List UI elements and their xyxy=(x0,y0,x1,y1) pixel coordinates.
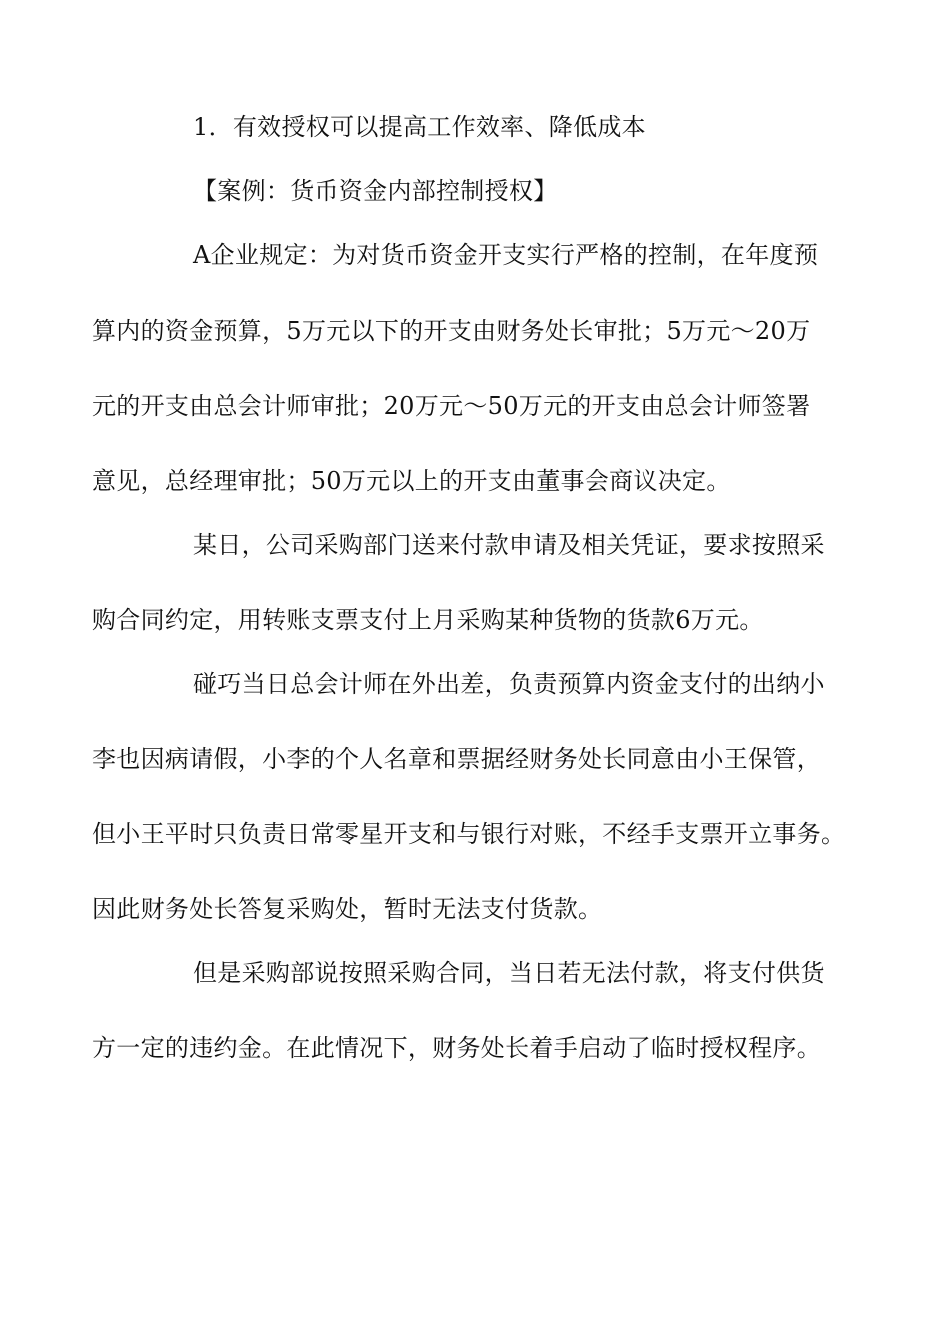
case-title: 【案例：货币资金内部控制授权】 xyxy=(193,177,558,205)
section-heading: 1．有效授权可以提高工作效率、降低成本 xyxy=(193,113,646,141)
paragraph-line: 意见，总经理审批；50万元以上的开支由董事会商议决定。 xyxy=(92,467,731,495)
paragraph-line: 元的开支由总会计师审批；20万元～50万元的开支由总会计师签署 xyxy=(92,392,811,420)
paragraph-line: 某日，公司采购部门送来付款申请及相关凭证，要求按照采 xyxy=(193,531,825,559)
paragraph-line: 但是采购部说按照采购合同，当日若无法付款，将支付供货 xyxy=(193,959,825,987)
paragraph-line: 因此财务处长答复采购处，暂时无法支付货款。 xyxy=(92,895,603,923)
paragraph-line: 方一定的违约金。在此情况下，财务处长着手启动了临时授权程序。 xyxy=(92,1034,821,1062)
paragraph-line: A企业规定：为对货币资金开支实行严格的控制，在年度预 xyxy=(193,241,819,269)
paragraph-line: 碰巧当日总会计师在外出差，负责预算内资金支付的出纳小 xyxy=(193,670,825,698)
paragraph-line: 购合同约定，用转账支票支付上月采购某种货物的货款6万元。 xyxy=(92,606,764,634)
paragraph-line: 李也因病请假，小李的个人名章和票据经财务处长同意由小王保管， xyxy=(92,745,821,773)
paragraph-line: 但小王平时只负责日常零星开支和与银行对账，不经手支票开立事务。 xyxy=(92,820,846,848)
paragraph-line: 算内的资金预算，5万元以下的开支由财务处长审批；5万元～20万 xyxy=(92,317,811,345)
